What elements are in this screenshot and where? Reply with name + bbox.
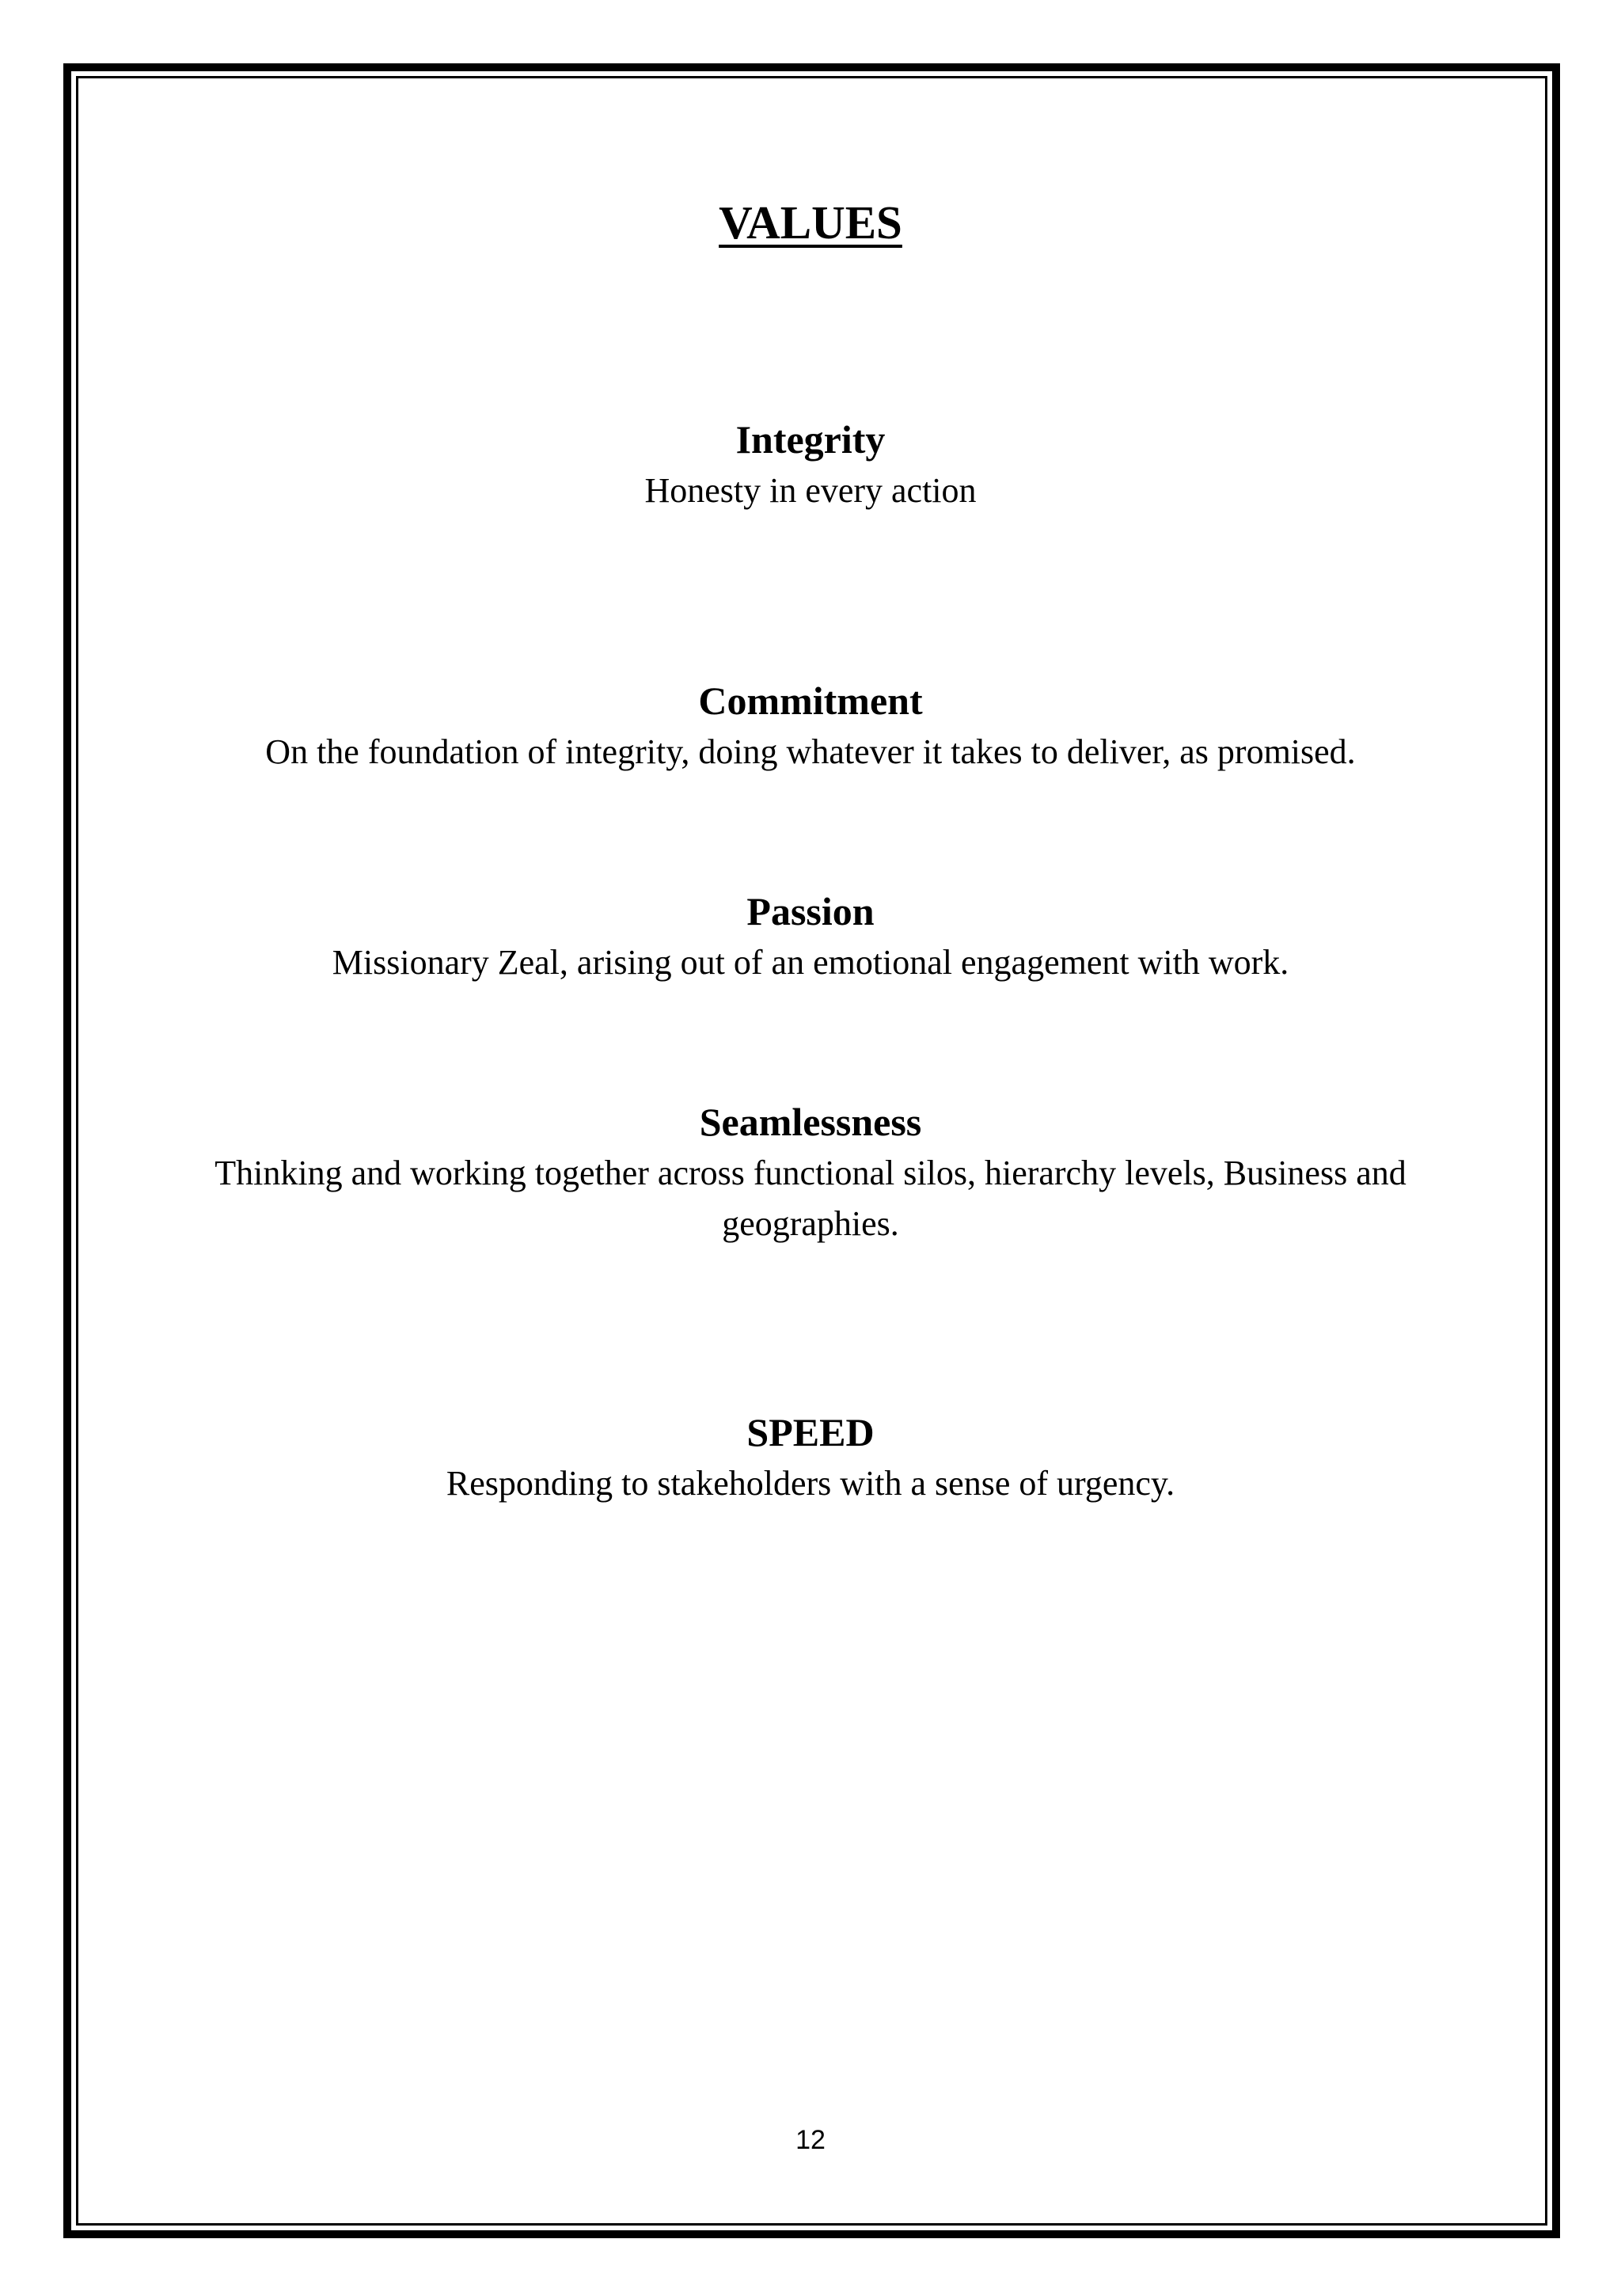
value-description: Missionary Zeal, arising out of an emotional engagement with work.: [332, 943, 1289, 982]
value-speed: [0, 1406, 1621, 1509]
value-seamlessness: [0, 1096, 1621, 1249]
value-integrity: [0, 413, 1621, 516]
value-name: SPEED: [746, 1410, 875, 1454]
value-passion: [0, 885, 1621, 988]
page-title: [0, 195, 1621, 251]
value-commitment: [0, 675, 1621, 777]
value-name: Integrity: [735, 417, 886, 462]
value-name: Commitment: [698, 679, 923, 723]
value-description: Thinking and working together across functional silos, hierarchy levels, Business and geographies.: [214, 1154, 1407, 1243]
value-name: Seamlessness: [699, 1100, 922, 1144]
value-description: Honesty in every action: [644, 471, 977, 510]
value-name: Passion: [746, 889, 875, 933]
value-description: Responding to stakeholders with a sense of urgency.: [446, 1464, 1175, 1503]
page-number: 12: [795, 2125, 826, 2155]
page-title-text: VALUES: [719, 196, 902, 249]
value-description: On the foundation of integrity, doing whatever it takes to deliver, as promised.: [265, 732, 1356, 771]
